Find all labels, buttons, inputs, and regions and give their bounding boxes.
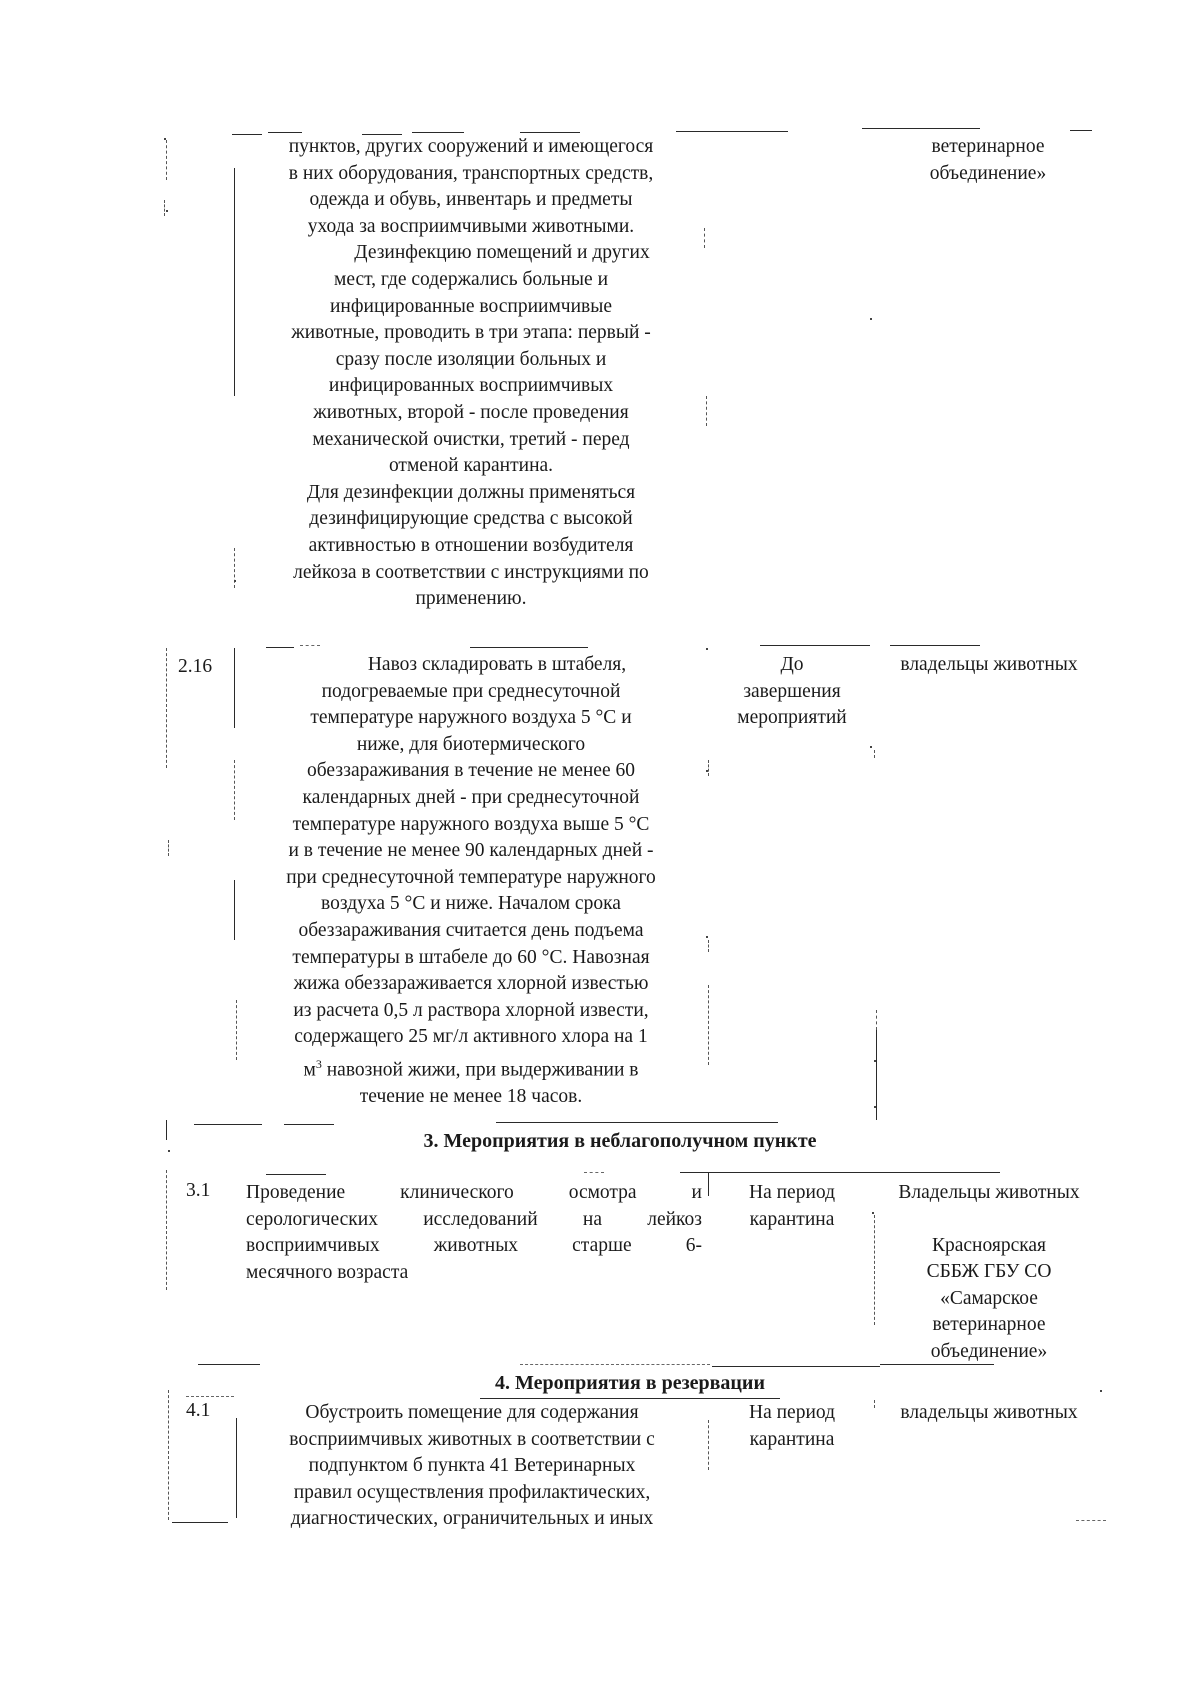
measure-line-with-superscript [238, 1051, 704, 1084]
responsible-line: объединение» [930, 1340, 1048, 1362]
responsible-line: СББЖ ГБУ СО [926, 1261, 1052, 1283]
term-line: карантина [749, 1428, 835, 1450]
measure-line: обеззараживания считается день подъема [298, 919, 644, 941]
row-3-1-term-cell [712, 1180, 872, 1233]
term-line: мероприятий [737, 707, 847, 729]
section-3-title: 3. Мероприятия в неблагополучном пункте [423, 1130, 817, 1152]
row-4-1-responsible-cell [878, 1400, 1100, 1427]
measure-line: применению. [415, 588, 527, 610]
measure-line: подпунктом б пункта 41 Ветеринарных [308, 1455, 636, 1477]
measure-line: подогреваемые при среднесуточной [321, 680, 621, 702]
continuation-responsible-cell [878, 134, 1098, 187]
row-number: 4.1 [186, 1400, 211, 1421]
measure-line: животные, проводить в три этапа: первый - [291, 322, 651, 344]
row-2-16-responsible-cell [878, 652, 1100, 679]
measure-line: инфицированные восприимчивые [330, 295, 612, 317]
measure-line: Навоз складировать в штабеля, [367, 654, 627, 675]
responsible-line: объединение» [929, 162, 1047, 184]
unit-text: м [303, 1059, 316, 1081]
measure-line: отменой карантина. [388, 455, 554, 477]
row-number: 2.16 [178, 656, 213, 677]
measure-line: течение не менее 18 часов. [359, 1086, 583, 1107]
superscript: 3 [315, 1056, 322, 1071]
measure-line: сразу после изоляции больных и [335, 348, 607, 370]
measure-line: правил осуществления профилактических, [293, 1481, 651, 1503]
measure-line: в них оборудования, транспортных средств, [288, 162, 654, 184]
responsible-line: «Самарское [940, 1287, 1038, 1309]
measure-line: ниже, для биотермического [356, 733, 586, 755]
term-line: На период [749, 1182, 835, 1203]
responsible-line [878, 1207, 1100, 1233]
measure-line: жижа обеззараживается хлорной известью [293, 973, 649, 995]
row-2-16-term-cell [712, 652, 872, 732]
measure-line: и в течение не менее 90 календарных дней - [288, 840, 654, 862]
row-2-16-measure-cell [238, 652, 704, 1111]
measure-line: температуре наружного воздуха выше 5 °С [292, 813, 650, 835]
measure-line: температуры в штабеле до 60 °С. Навозная [292, 946, 650, 968]
measure-line: при среднесуточной температуре наружного [286, 866, 656, 888]
section-4-title: 4. Мероприятия в резервации [495, 1372, 765, 1394]
term-line: До [780, 654, 804, 675]
measure-line: диагностических, ограничительных и иных [290, 1508, 654, 1530]
continuation-measure-cell [238, 134, 704, 613]
row-number: 3.1 [186, 1180, 211, 1201]
measure-line: одежда и обувь, инвентарь и предметы [309, 189, 633, 211]
responsible-line: владельцы животных [900, 1402, 1078, 1423]
measure-line: ухода за восприимчивыми животными. [307, 215, 635, 237]
measure-line: серологических исследований на лейкоз [246, 1208, 702, 1230]
measure-line: мест, где содержались больные и [333, 268, 609, 290]
measure-line: восприимчивых животных старше 6- [246, 1235, 702, 1257]
measure-line: месячного возраста [246, 1261, 409, 1283]
measure-line: содержащего 25 мг/л активного хлора на 1 [294, 1026, 648, 1048]
term-line: завершения [743, 680, 841, 702]
measure-line: лейкоза в соответствии с инструкциями по [293, 561, 649, 583]
measure-line: Проведение клинического осмотра и [246, 1182, 702, 1203]
responsible-line: Владельцы животных [898, 1182, 1080, 1203]
measure-line: инфицированных восприимчивых [328, 375, 614, 397]
row-4-1-term-cell [712, 1400, 872, 1453]
measure-line: животных, второй - после проведения [313, 401, 629, 423]
measure-line: дезинфицирующие средства с высокой [309, 508, 633, 530]
measure-line: механической очистки, третий - перед [312, 428, 630, 450]
measure-line: Обустроить помещение для содержания [305, 1402, 639, 1423]
row-4-1-measure-cell [240, 1400, 704, 1533]
responsible-line: Красноярская [931, 1234, 1047, 1256]
unit-text-tail: навозной жижи, при выдерживании в [326, 1059, 639, 1081]
measure-line: температуре наружного воздуха 5 °С и [310, 707, 632, 729]
measure-line: из расчета 0,5 л раствора хлорной извести, [293, 999, 649, 1021]
measure-line: пунктов, других сооружений и имеющегося [288, 136, 654, 157]
responsible-line: ветеринарное [931, 136, 1045, 157]
row-3-1-measure-cell [246, 1180, 702, 1286]
measure-line: обеззараживания в течение не менее 60 [307, 760, 635, 782]
measure-line: воздуха 5 °С и ниже. Началом срока [321, 893, 621, 915]
term-line: карантина [749, 1208, 835, 1230]
term-line: На период [749, 1402, 835, 1423]
responsible-line: владельцы животных [900, 654, 1078, 675]
measure-line: Дезинфекцию помещений и других [354, 242, 650, 264]
measure-line: календарных дней - при среднесуточной [302, 786, 640, 808]
row-3-1-responsible-cell [878, 1180, 1100, 1366]
measure-line: Для дезинфекции должны применяться [306, 481, 636, 503]
responsible-line: ветеринарное [932, 1314, 1046, 1336]
measure-line: восприимчивых животных в соответствии с [289, 1428, 655, 1450]
measure-line: активностью в отношении возбудителя [308, 534, 634, 556]
